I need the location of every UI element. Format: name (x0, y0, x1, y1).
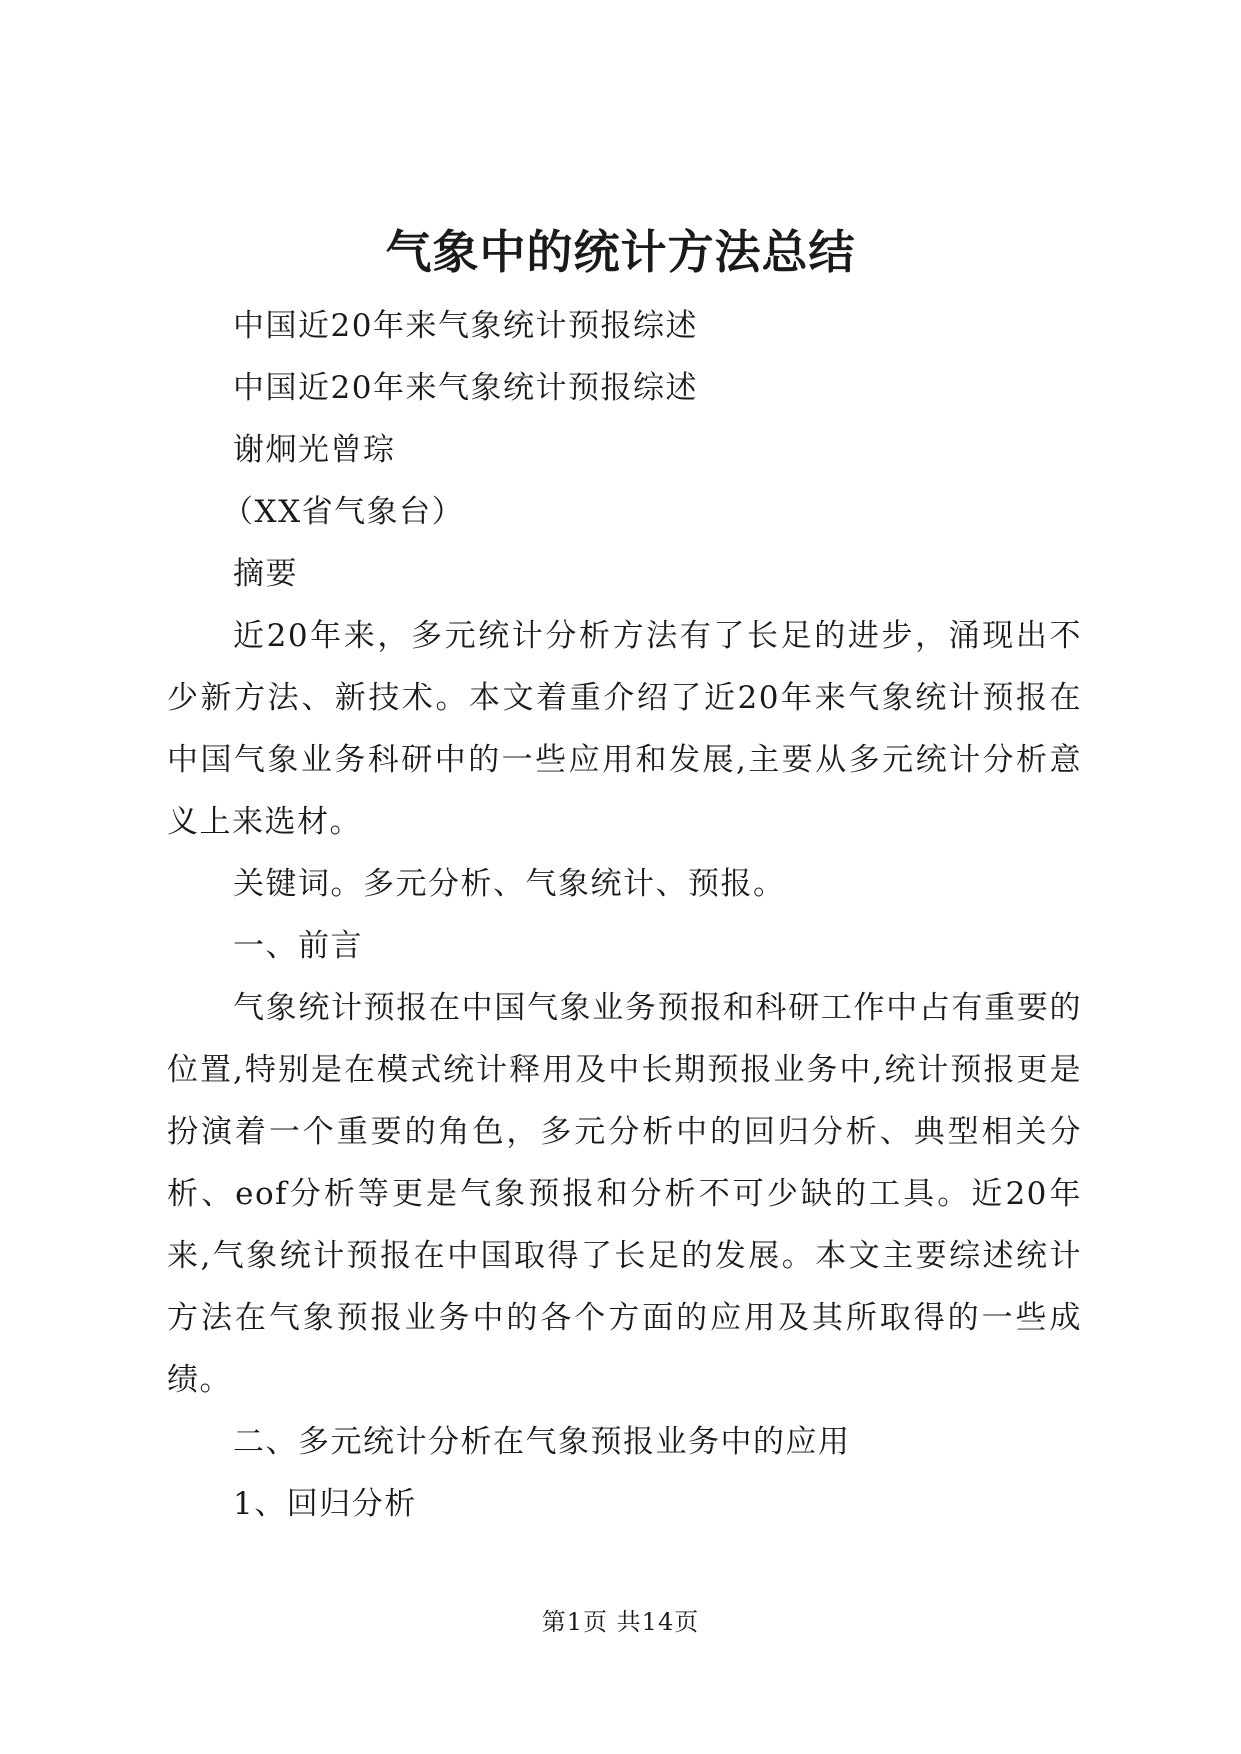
paragraph-authors: 谢炯光曾琮 (233, 432, 396, 468)
paragraph-keywords: 关键词。多元分析、气象统计、预报。 (233, 866, 786, 902)
paragraph-abstract-body: 近20年来，多元统计分析方法有了长足的进步，涌现出不少新方法、新技术。本文着重介绍了近20年来气象统计预报在中国气象业务科研中的一些应用和发展,主要从多元统计分析意义上来选材。 (167, 618, 1082, 840)
document-title: 气象中的统计方法总结 (385, 225, 856, 279)
paragraph-section-2-heading: 二、多元统计分析在气象预报业务中的应用 (233, 1424, 851, 1460)
paragraph-affiliation: （XX省气象台） (222, 494, 465, 530)
page-footer: 第1页 共14页 (541, 1608, 700, 1636)
paragraph-subtitle-1: 中国近20年来气象统计预报综述 (233, 308, 698, 344)
document-body (167, 295, 1082, 1535)
paragraph-abstract-heading: 摘要 (233, 556, 298, 592)
paragraph-subtitle-2: 中国近20年来气象统计预报综述 (233, 370, 698, 406)
paragraph-subsection-1-heading: 1、回归分析 (233, 1486, 417, 1522)
paragraph-section-1-heading: 一、前言 (233, 928, 363, 964)
paragraph-section-1-body: 气象统计预报在中国气象业务预报和科研工作中占有重要的位置,特别是在模式统计释用及中长期预报业务中,统计预报更是扮演着一个重要的角色，多元分析中的回归分析、典型相关分析、eof分析等更是气象预报和分析不可少缺的工具。近20年来,气象统计预报在中国取得了长足的发展。本文主要综述统计方法在气象预报业务中的各个方面的应用及其所取得的一些成绩。 (167, 990, 1082, 1398)
